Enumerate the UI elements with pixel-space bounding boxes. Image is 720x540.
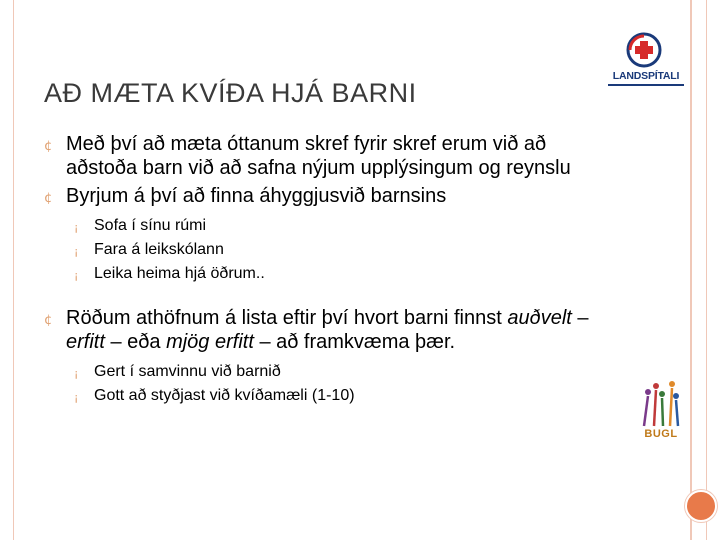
sub-bullet-text: Gott að styðjast við kvíðamæli (1-10)	[94, 387, 355, 404]
frame-line-right-inner	[706, 0, 707, 540]
bullet-item-1	[44, 132, 614, 180]
sub-bullet-item	[44, 360, 614, 384]
bullet-text-part: –	[571, 307, 589, 329]
landspitali-logo	[604, 30, 688, 90]
sub-bullet-text: Leika heima hjá öðrum..	[94, 265, 265, 282]
slide-title: AÐ MÆTA KVÍÐA HJÁ BARNI	[44, 78, 417, 108]
sub-list-1	[44, 214, 614, 286]
bullet-item-3	[44, 306, 614, 354]
landspitali-cross-icon	[626, 32, 662, 68]
sub-bullet-text: Gert í samvinnu við barnið	[94, 363, 281, 380]
bullet-text-emphasis: auðvelt	[507, 307, 572, 329]
sub-bullet-item	[44, 384, 614, 408]
sub-marker-icon: ¡	[74, 391, 79, 404]
sub-marker-icon: ¡	[74, 245, 79, 258]
bullet-marker-icon: ¢	[44, 313, 53, 328]
sub-bullet-item	[44, 262, 614, 286]
sub-bullet-text: Fara á leikskólann	[94, 241, 224, 258]
sub-bullet-item	[44, 214, 614, 238]
sub-marker-icon: ¡	[74, 269, 79, 282]
landspitali-logo-text: LANDSPÍTALI	[612, 70, 680, 82]
sub-marker-icon: ¡	[74, 367, 79, 380]
sub-bullet-item	[44, 238, 614, 262]
bullet-text	[66, 307, 589, 353]
sub-list-2	[44, 360, 614, 408]
sub-marker-icon: ¡	[74, 221, 79, 234]
bugl-logo-text: BUGL	[644, 428, 678, 440]
bugl-logo	[636, 378, 686, 448]
decorative-circle	[685, 490, 717, 522]
frame-line-right-outer	[690, 0, 692, 540]
landspitali-logo-underline	[608, 84, 684, 86]
sub-bullet-text: Sofa í sínu rúmi	[94, 217, 207, 234]
bullet-marker-icon: ¢	[44, 191, 53, 206]
slide-content	[44, 132, 614, 408]
bullet-text: Með því að mæta óttanum skref fyrir skref erum við að aðstoða barn við að safna nýjum upplýsingum og reynslu	[66, 133, 571, 179]
bullet-text-emphasis: erfitt	[66, 331, 105, 353]
bugl-figures-icon	[636, 378, 686, 428]
frame-line-left	[13, 0, 14, 540]
bullet-text-emphasis: mjög erfitt	[166, 331, 254, 353]
bullet-text-part: – eða	[104, 331, 167, 353]
bullet-marker-icon: ¢	[44, 139, 53, 154]
bullet-text: Byrjum á því að finna áhyggjusvið barnsins	[66, 185, 447, 207]
bullet-item-2	[44, 184, 614, 208]
bullet-text-part: – að framkvæma þær.	[253, 331, 456, 353]
bullet-text-part: Röðum athöfnum á lista eftir því hvort barni finnst	[66, 307, 508, 329]
